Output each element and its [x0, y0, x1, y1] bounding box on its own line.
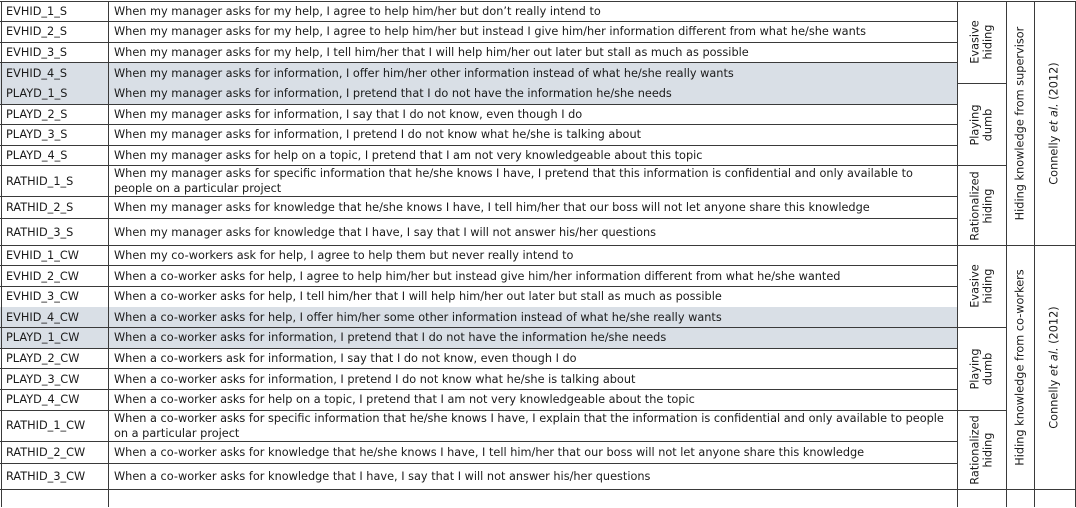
- subgroup-label-line1: Rationalized: [968, 170, 982, 241]
- item-text-cell: [108, 307, 957, 328]
- item-code: RATHID_2_CW: [6, 445, 86, 459]
- item-statement: When my manager asks for my help, I agree to help him/her but don’t really intend to: [114, 4, 601, 18]
- table-top-border: [0, 1, 1075, 2]
- item-text-cell: [108, 266, 957, 287]
- item-text-cell: [108, 390, 957, 411]
- dimension-label-text: Hiding knowledge from co-workers: [1013, 269, 1027, 466]
- item-text-cell: [108, 369, 957, 390]
- item-statement: When my manager asks for information, I offer him/her other information instead of what he/she really wants: [114, 66, 734, 80]
- item-code: RATHID_1_CW: [6, 419, 86, 433]
- item-text-cell: [108, 410, 957, 441]
- subgroup-label-text: [969, 265, 995, 308]
- subgroup-label-line2: hiding: [981, 269, 995, 304]
- item-text-cell: [108, 219, 957, 246]
- item-text-cell: [108, 63, 957, 84]
- subgroup-label-line2: hiding: [981, 188, 995, 224]
- item-code: PLAYD_1_S: [6, 87, 68, 101]
- subgroup-label: [957, 410, 1006, 490]
- item-code-cell: [0, 1, 108, 22]
- item-code-cell: [0, 83, 108, 104]
- item-text-cell: [108, 245, 957, 266]
- item-code: PLAYD_2_S: [6, 107, 68, 121]
- subgroup-label-line1: Rationalized: [968, 415, 982, 485]
- item-text-cell: [108, 125, 957, 146]
- subgroup-label: [957, 166, 1006, 246]
- item-code-cell: [0, 441, 108, 463]
- item-code: EVHID_1_S: [6, 4, 68, 18]
- source-reference-text: [1048, 62, 1061, 184]
- item-statement: When my manager asks for information, I say that I do not know, even though I do: [114, 107, 583, 121]
- item-statement: When my manager asks for information, I pretend I do not know what he/she is talking about: [114, 128, 642, 142]
- item-code-cell: [0, 369, 108, 390]
- item-statement: When my manager asks for help on a topic, I pretend that I am not very knowledgeable about this topic: [114, 148, 703, 162]
- item-code: RATHID_2_S: [6, 201, 74, 215]
- item-code: PLAYD_4_CW: [6, 393, 80, 407]
- subgroup-label: [957, 245, 1006, 327]
- subgroup-label-text: [969, 20, 995, 63]
- subgroup-label-line1: Playing: [968, 348, 982, 390]
- item-code: EVHID_3_CW: [6, 290, 79, 304]
- item-statement: When my manager asks for knowledge that I have, I say that I will not answer his/her questions: [114, 225, 657, 239]
- item-statement: When my manager asks for knowledge that he/she knows I have, I tell him/her that our boss will not let anyone share this knowledge: [114, 201, 870, 215]
- item-code-cell: [0, 104, 108, 125]
- source-et-al: et al.: [1048, 347, 1061, 377]
- item-code-cell: [0, 166, 108, 197]
- source-reference: [1034, 245, 1075, 489]
- item-text-cell: [108, 441, 957, 463]
- item-statement: When a co-worker asks for help, I tell him/her that I will help him/her out later but stall as much as possible: [114, 290, 722, 304]
- dimension-label: [1006, 245, 1034, 489]
- item-code: PLAYD_4_S: [6, 148, 68, 162]
- item-statement: When a co-worker asks for help, I agree to help him/her but instead give him/her information different from what he/she wanted: [114, 269, 841, 283]
- source-year: (2012): [1048, 306, 1061, 348]
- item-text-cell: [108, 463, 957, 490]
- source-et-al: et al.: [1048, 103, 1061, 132]
- item-text-cell: [108, 42, 957, 63]
- item-statement: When a co-worker asks for knowledge that he/she knows I have, I tell him/her that our boss will not let anyone share this knowledge: [114, 445, 865, 459]
- item-statement: When a co-worker asks for specific information that he/she knows I have, I explain that the information is confidential and only available to people on a particular project: [114, 411, 944, 440]
- item-text-cell: [108, 287, 957, 308]
- subgroup-label-line1: Evasive: [968, 264, 982, 309]
- item-text-cell: [108, 104, 957, 125]
- item-code: PLAYD_3_CW: [6, 372, 80, 386]
- item-text-cell: [108, 328, 957, 349]
- item-code-cell: [0, 42, 108, 63]
- item-code: PLAYD_1_CW: [6, 331, 80, 345]
- item-code-cell: [0, 410, 108, 441]
- item-text-cell: [108, 1, 957, 22]
- item-statement: When a co-worker asks for knowledge that I have, I say that I will not answer his/her questions: [114, 469, 651, 483]
- table-left-border: [1, 1, 2, 507]
- subgroup-label-text: [969, 171, 995, 240]
- subgroup-label-text: [969, 348, 995, 389]
- source-year: (2012): [1048, 61, 1061, 104]
- item-code-cell: [0, 125, 108, 146]
- item-code-cell: [0, 266, 108, 287]
- item-code: EVHID_2_CW: [6, 269, 79, 283]
- subgroup-label-text: [969, 104, 995, 145]
- row-divider: [0, 489, 957, 490]
- item-statement: When my manager asks for my help, I agree to help him/her but instead I give him/her information different from what he/she wants: [114, 25, 867, 39]
- item-text-cell: [108, 145, 957, 166]
- item-statement: When my manager asks for specific information that he/she knows I have, I pretend that this information is confidential and only available to people on a particular project: [114, 167, 913, 196]
- dimension-label-text: Hiding knowledge from supervisor: [1013, 26, 1027, 220]
- item-code-cell: [0, 307, 108, 328]
- dimension-label: [1006, 1, 1034, 245]
- item-text-cell: [108, 197, 957, 219]
- item-code-cell: [0, 463, 108, 490]
- item-code: EVHID_4_S: [6, 66, 68, 80]
- subgroup-label-line2: dumb: [981, 352, 995, 386]
- item-code: EVHID_2_S: [6, 25, 68, 39]
- item-code: EVHID_1_CW: [6, 249, 79, 263]
- item-code-cell: [0, 197, 108, 219]
- item-statement: When my manager asks for my help, I tell him/her that I will help him/her out later but stall as much as possible: [114, 45, 749, 59]
- item-code-cell: [0, 348, 108, 369]
- item-code-cell: [0, 145, 108, 166]
- subgroup-label-line2: dumb: [981, 108, 995, 141]
- subgroup-label: [957, 1, 1006, 83]
- item-statement: When my manager asks for information, I pretend that I do not have the information he/she needs: [114, 87, 672, 101]
- item-code-cell: [0, 219, 108, 246]
- item-code-cell: [0, 22, 108, 43]
- item-code-cell: [0, 245, 108, 266]
- item-code-cell: [0, 328, 108, 349]
- item-code-cell: [0, 390, 108, 411]
- item-text-cell: [108, 83, 957, 104]
- item-code: EVHID_4_CW: [6, 310, 79, 324]
- item-code-cell: [0, 287, 108, 308]
- item-text-cell: [108, 22, 957, 43]
- source-reference: [1034, 1, 1075, 245]
- item-statement: When a co-worker asks for information, I pretend I do not know what he/she is talking about: [114, 372, 636, 386]
- column-divider: [108, 1, 109, 507]
- source-author: Connelly: [1048, 376, 1061, 429]
- item-code: RATHID_3_CW: [6, 469, 86, 483]
- item-statement: When a co-worker asks for help, I offer him/her some other information instead of what he/she really wants: [114, 310, 722, 324]
- item-text-cell: [108, 348, 957, 369]
- subgroup-label-text: [969, 415, 995, 484]
- item-code-cell: [0, 63, 108, 84]
- source-reference-text: [1048, 306, 1061, 428]
- source-author: Connelly: [1048, 131, 1061, 185]
- item-statement: When a co-worker asks for help on a topic, I pretend that I am not very knowledgeable about the topic: [114, 393, 695, 407]
- item-code: PLAYD_3_S: [6, 128, 68, 142]
- item-text-cell: [108, 166, 957, 197]
- item-code: PLAYD_2_CW: [6, 352, 80, 366]
- subgroup-label-line1: Playing: [968, 104, 982, 146]
- subgroup-label-line2: hiding: [981, 24, 995, 60]
- item-code: EVHID_3_S: [6, 45, 68, 59]
- item-code: RATHID_3_S: [6, 225, 74, 239]
- subgroup-label-line2: hiding: [981, 432, 995, 468]
- item-statement: When a co-workers ask for information, I say that I do not know, even though I do: [114, 352, 577, 366]
- subgroup-label-line1: Evasive: [968, 20, 982, 64]
- item-statement: When a co-worker asks for information, I pretend that I do not have the information he/she needs: [114, 331, 667, 345]
- item-statement: When my co-workers ask for help, I agree to help them but never really intend to: [114, 249, 574, 263]
- item-code: RATHID_1_S: [6, 174, 74, 188]
- subgroup-label: [957, 328, 1006, 410]
- subgroup-label: [957, 83, 1006, 165]
